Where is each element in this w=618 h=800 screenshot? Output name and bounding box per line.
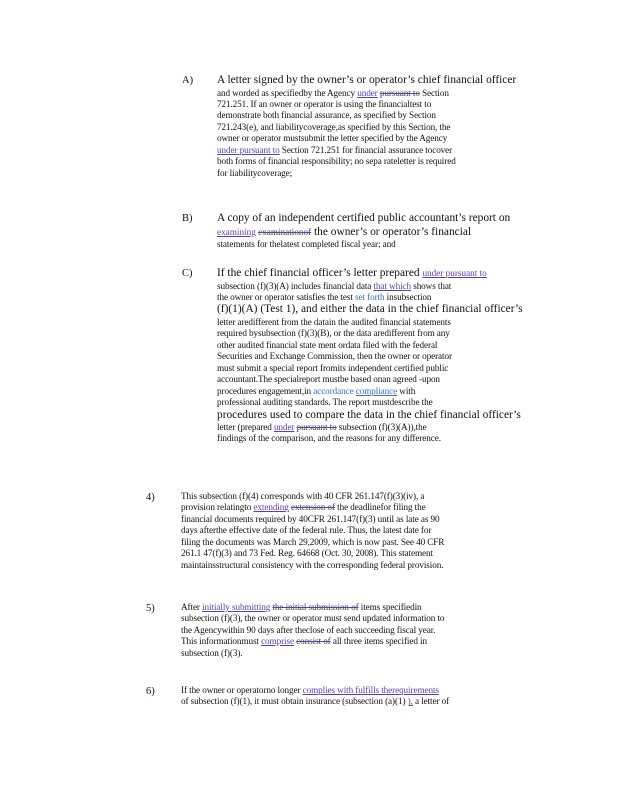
text-run: the Agencywithin 90 days after theclose of each succeeding fiscal year.	[181, 624, 436, 635]
item-marker: 4)	[146, 492, 155, 503]
highlighted-text: accordance	[313, 385, 354, 396]
deleted-text: examinationof	[258, 226, 312, 237]
text-run: days afterthe effective date of the federal rule. Thus, the latest date for	[181, 525, 432, 536]
text-line	[217, 88, 535, 99]
text-run: with	[397, 385, 416, 396]
item-body	[217, 267, 539, 445]
text-run: A letter signed by the owner’s or operator’s chief financial officer	[217, 74, 517, 86]
inserted-text: extending	[253, 502, 289, 513]
text-run: required bysubsection (f)(3)(B), or the data aredifferent from any	[217, 328, 450, 339]
text-run: procedures used to compare the data in the chief financial officer’s	[217, 408, 521, 421]
text-run: other audited financial state ment ordata filed with the federal	[217, 339, 438, 350]
text-run: If the owner or operatorno longer	[181, 685, 303, 695]
text-run: provision relatingto	[181, 502, 254, 513]
inserted-text: comprise	[261, 636, 294, 647]
text-line	[217, 351, 539, 362]
text-run: 261.1 47(f)(3) and 73 Fed. Reg. 64668 (Oct. 30, 2008). This statement	[181, 548, 433, 559]
text-line	[181, 491, 537, 502]
text-run: letter (prepared	[217, 422, 274, 433]
text-line	[217, 409, 539, 423]
text-run: letter aredifferent from the datain the audited financial statements	[217, 316, 451, 327]
text-line	[217, 267, 539, 281]
text-run: financial documents required by 40CFR 261.147(f)(3) until as late as 90	[181, 513, 440, 524]
text-run: Section	[419, 87, 449, 98]
item-marker: B)	[182, 213, 193, 224]
text-line	[217, 226, 535, 240]
text-run: findings of the comparison, and the reasons for any difference.	[217, 433, 441, 444]
inserted-text: under	[357, 87, 378, 98]
text-line	[181, 502, 537, 513]
text-line	[217, 212, 535, 226]
text-line	[217, 340, 539, 351]
text-run: Securities and Exchange Commission, then the owner or operator	[217, 351, 452, 362]
text-line	[217, 422, 539, 433]
text-run: After	[181, 602, 203, 612]
text-run: all three items specified in	[330, 636, 427, 647]
text-run: and worded as specifiedby the Agency	[217, 87, 358, 98]
text-run: filing the documents was March 29,2009, which is now past. See 40 CFR	[181, 536, 445, 547]
text-run: both forms of financial responsibility; no sepa rateletter is required	[217, 156, 456, 167]
text-run: the owner’s or operator’s financial	[311, 225, 472, 238]
deleted-text: consist of	[296, 636, 331, 647]
text-run: the deadlinefor filing the	[334, 502, 426, 513]
text-run: A copy of an independent certified public accountant’s report on	[217, 212, 511, 224]
text-line	[181, 560, 537, 571]
text-line	[217, 168, 535, 179]
text-line	[217, 363, 539, 374]
text-run: must submit a special report fromits independent certified public	[217, 362, 449, 373]
text-run: the owner or operator satisfies the test	[217, 291, 356, 302]
text-run: This informationmust	[181, 636, 262, 647]
text-run: subsection (f)(3).	[181, 647, 243, 658]
text-run: of subsection (f)(1), it must obtain insurance (subsection (a)(1)	[181, 696, 408, 707]
text-run: insubsection	[384, 291, 432, 302]
text-run: demonstrate both financial assurance, as specified by Section	[217, 110, 436, 121]
text-line	[217, 374, 539, 385]
text-run: If the chief financial officer’s letter prepared	[217, 267, 423, 279]
inserted-text: initially submitting	[202, 602, 271, 612]
text-line	[181, 696, 541, 707]
text-line	[217, 122, 535, 133]
text-line	[181, 685, 541, 696]
text-line	[217, 99, 535, 110]
text-run: subsection (f)(3)(A)),the	[336, 422, 427, 433]
text-line	[217, 433, 539, 444]
text-line	[181, 648, 537, 659]
item-marker: 5)	[146, 603, 155, 614]
text-run: (f)(1)(A) (Test 1), and either the data in the chief financial officer’s	[217, 303, 523, 316]
inserted-text: complies with fulfills therequirements	[302, 685, 439, 695]
text-line	[181, 625, 537, 636]
item-body	[217, 74, 535, 179]
text-line	[181, 525, 537, 536]
text-line	[217, 74, 535, 88]
text-line	[181, 537, 537, 548]
text-run: shows that	[411, 280, 452, 291]
text-line	[217, 145, 535, 156]
text-line	[217, 239, 535, 250]
text-run: items specifiedin	[358, 602, 422, 612]
text-line	[217, 317, 539, 328]
text-line	[181, 636, 537, 647]
highlighted-text: compliance	[355, 385, 398, 396]
deleted-text: the initial submission of	[272, 602, 359, 612]
inserted-text: examining	[217, 226, 256, 237]
inserted-text: under pursuant to	[217, 144, 280, 155]
item-marker: 6)	[146, 686, 155, 697]
text-line	[181, 602, 537, 613]
text-run: owner or operator mustsubmit the letter specified by the Agency	[217, 133, 448, 144]
text-run: for liabilitycoverage;	[217, 167, 293, 178]
text-line	[181, 613, 537, 624]
inserted-text: ),	[407, 696, 413, 707]
text-run: 721.251. If an owner or operator is using the financialtest to	[217, 98, 432, 109]
deleted-text: extension of	[290, 502, 335, 513]
text-line	[181, 514, 537, 525]
text-line	[217, 133, 535, 144]
text-line	[217, 110, 535, 121]
text-line	[217, 397, 539, 408]
text-run: accountant.The specialreport mustbe based onan agreed -upon	[217, 374, 440, 385]
text-run: Section 721.251 for financial assurance tocover	[279, 144, 453, 155]
text-line	[217, 328, 539, 339]
text-run: maintainsstructural consistency with the corresponding federal provision.	[181, 559, 444, 570]
highlighted-text: set forth	[355, 291, 385, 302]
item-body	[181, 685, 541, 708]
text-line	[217, 156, 535, 167]
inserted-text: that which	[373, 280, 412, 291]
deleted-text: pursuant to	[296, 422, 337, 433]
text-run: 721.243(e), and liabilitycoverage,as specified by this Section, the	[217, 121, 451, 132]
item-body	[181, 602, 537, 659]
deleted-text: pursuant to	[379, 87, 420, 98]
text-line	[217, 303, 539, 317]
text-line	[217, 386, 539, 397]
text-run: professional auditing standards. The report mustdescribe the	[217, 397, 433, 408]
item-marker: A)	[182, 75, 194, 86]
item-marker: C)	[182, 268, 193, 279]
text-line	[217, 281, 539, 292]
inserted-text: under pursuant to	[422, 268, 487, 278]
text-run: subsection (f)(3)(A) includes financial data	[217, 280, 374, 291]
text-run: procedures engagement,in	[217, 385, 314, 396]
item-body	[181, 491, 537, 571]
item-body	[217, 212, 535, 250]
inserted-text: under	[273, 422, 295, 433]
text-line	[217, 292, 539, 303]
text-run: statements for thelatest completed fiscal year; and	[217, 239, 396, 249]
text-line	[181, 548, 537, 559]
text-run: a letter of	[412, 696, 450, 707]
text-run: subsection (f)(3), the owner or operator must send updated information to	[181, 613, 445, 624]
text-run: This subsection (f)(4) corresponds with 40 CFR 261.147(f)(3)(iv), a	[181, 491, 425, 501]
